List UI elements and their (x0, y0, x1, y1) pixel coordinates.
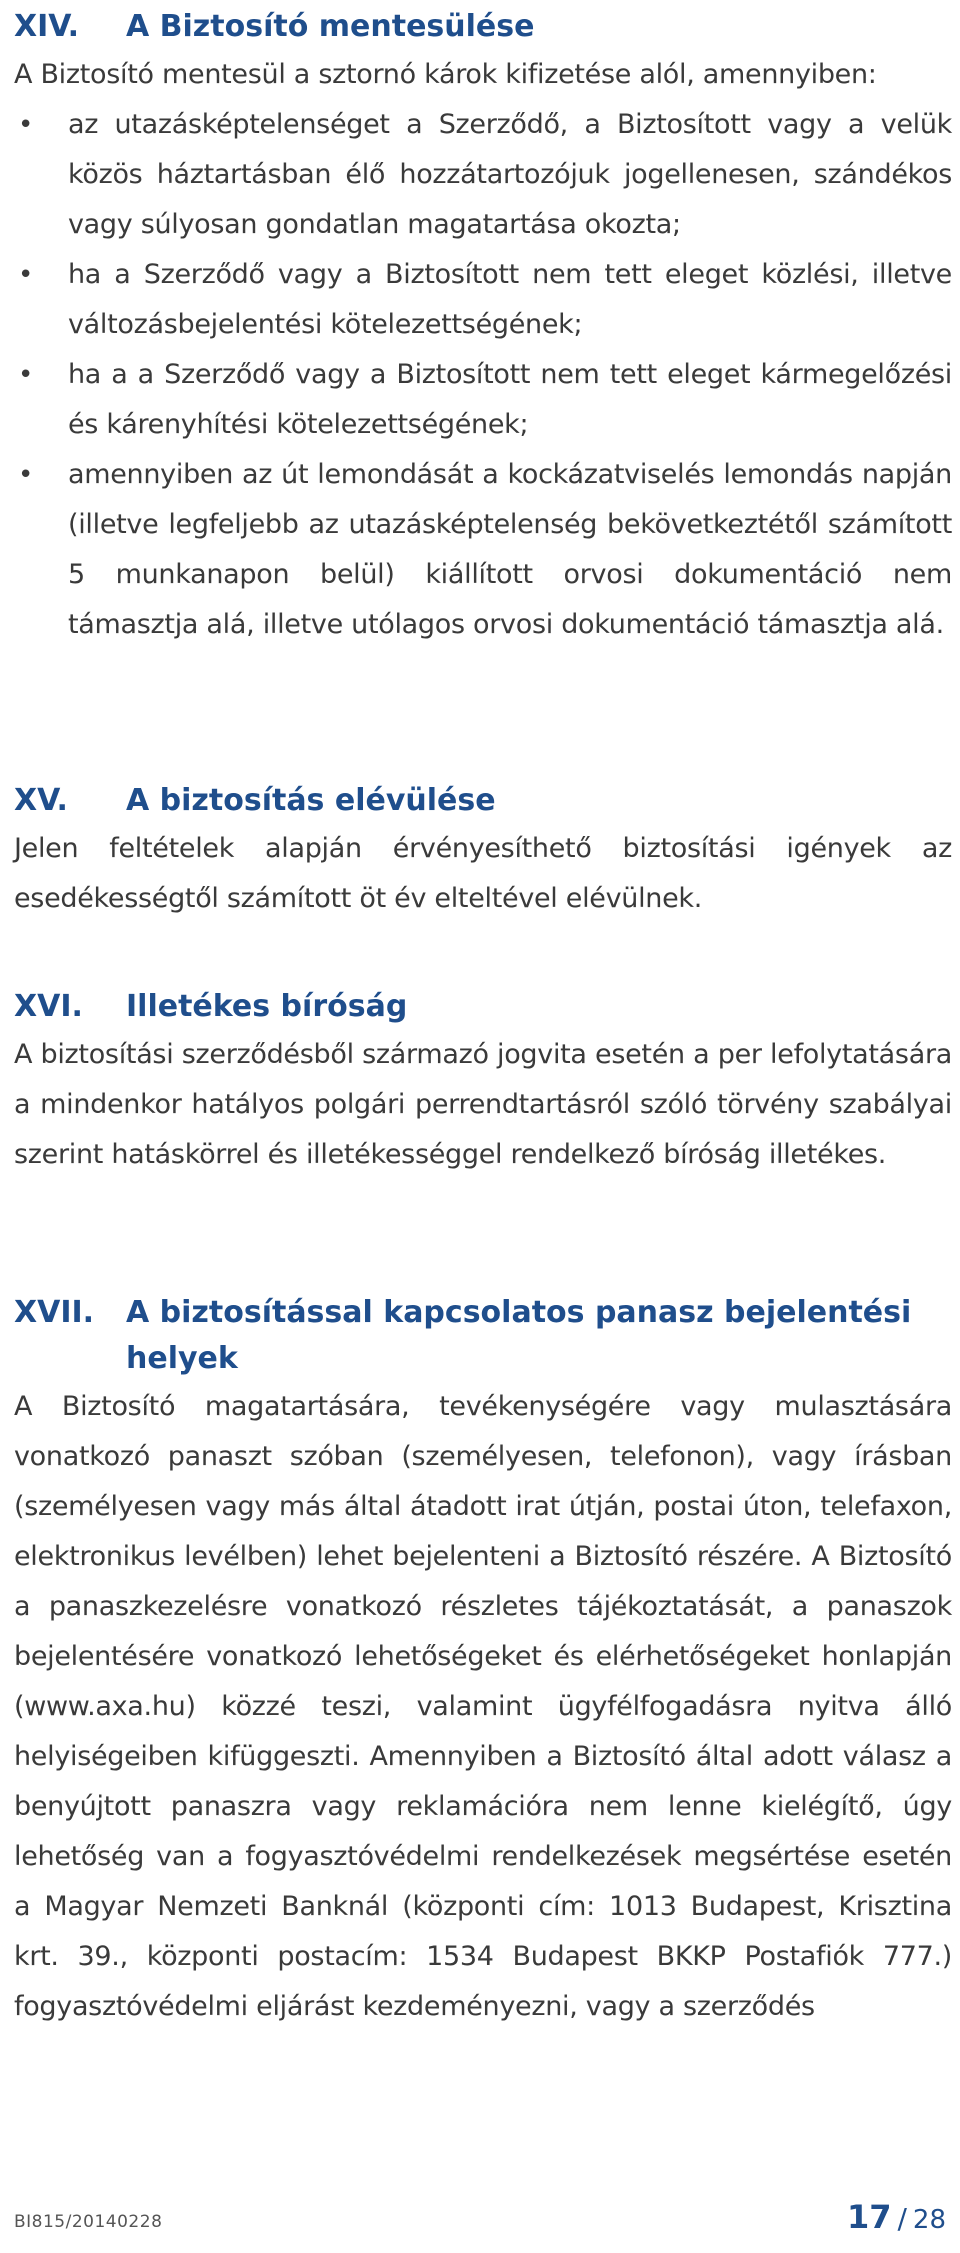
bullet-icon: • (18, 460, 34, 490)
section-xvi (14, 984, 952, 1180)
page-footer (14, 2190, 946, 2240)
page-number (847, 2198, 946, 2236)
list-item-text: az utazásképtelenséget a Szerződő, a Biztosított vagy a velük közös háztartásban élő hozzátartozójuk jogellenesen, szándékos vagy súlyosan gondatlan magatartása okozta; (68, 109, 952, 240)
bullet-icon: • (18, 260, 34, 290)
section-heading (14, 778, 952, 824)
list-item-text: ha a a Szerződő vagy a Biztosított nem tett eleget kármegelőzési és kárenyhítési kötelezettségének; (68, 359, 952, 440)
bullet-icon: • (18, 360, 34, 390)
section-number: XVI. (14, 989, 83, 1024)
section-title: A biztosítással kapcsolatos panasz bejelentési helyek (126, 1295, 912, 1376)
section-body: Jelen feltételek alapján érvényesíthető biztosítási igények az esedékességtől számított öt év elteltével elévülnek. (14, 833, 952, 914)
list-item (14, 450, 952, 650)
section-heading (14, 4, 952, 50)
page-separator: / (897, 2202, 907, 2235)
section-body: A Biztosító magatartására, tevékenységére vagy mulasztására vonatkozó panaszt szóban (személyesen, telefonon), vagy írásban (személyesen vagy más által átadott irat útján, postai úton, telefaxon, elektronikus levélben) lehet bejelenteni a Biztosító részére. A Biztosító a panaszkezelésre vonatkozó részletes tájékoztatását, a panaszok bejelentésére vonatkozó lehetőségeket és elérhetőségeket honlapján (www.axa.hu) közzé teszi, valamint ügyfélfogadásra nyitva álló helyiségeiben kifüggeszti. Amennyiben a Biztosító által adott válasz a benyújtott panaszra vagy reklamációra nem lenne kielégítő, úgy lehetőség van a fogyasztóvédelmi rendelkezések megsértése esetén a Magyar Nemzeti Banknál (központi cím: 1013 Budapest, Krisztina krt. 39., központi postacím: 1534 Budapest BKKP Postafiók 777.) fogyasztóvédelmi eljárást kezdeményezni, vagy a szerződés (14, 1391, 952, 2022)
section-body: A biztosítási szerződésből származó jogvita esetén a per lefolytatására a mindenkor hatályos polgári perrendtartásról szóló törvény szabályai szerint hatáskörrel és illetékességgel rendelkező bíróság illetékes. (14, 1039, 952, 1170)
section-title: Illetékes bíróság (126, 989, 408, 1024)
list-item (14, 350, 952, 450)
list-item-text: amennyiben az út lemondását a kockázatviselés lemondás napján (illetve legfeljebb az utazásképtelenség bekövetkeztétől számított 5 munkanapon belül) kiállított orvosi dokumentáció nem támasztja alá, illetve utólagos orvosi dokumentáció támasztja alá. (68, 459, 952, 640)
page-total: 28 (912, 2205, 946, 2235)
section-number: XVII. (14, 1295, 95, 1330)
section-xvii (14, 1290, 952, 2032)
section-xiv (14, 4, 952, 650)
bullet-icon: • (18, 110, 34, 140)
section-number: XIV. (14, 9, 80, 44)
list-item-text: ha a Szerződő vagy a Biztosított nem tett eleget közlési, illetve változásbejelentési kötelezettségének; (68, 259, 952, 340)
section-number: XV. (14, 783, 68, 818)
list-item (14, 250, 952, 350)
page-current: 17 (846, 2198, 892, 2236)
section-title: A Biztosító mentesülése (126, 9, 535, 44)
section-intro: A Biztosító mentesül a sztornó károk kifizetése alól, amennyiben: (14, 59, 877, 90)
section-xv (14, 778, 952, 924)
section-heading (14, 984, 952, 1030)
section-heading (14, 1290, 952, 1382)
list-item (14, 100, 952, 250)
section-title: A biztosítás elévülése (126, 783, 496, 818)
document-code: BI815/20140228 (14, 2212, 163, 2232)
bullet-list (14, 100, 952, 650)
